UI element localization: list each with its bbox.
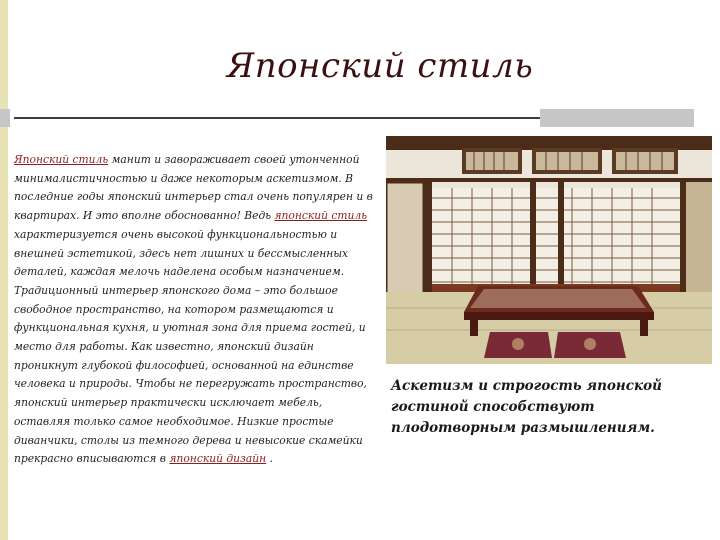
body-text-2: характеризуется очень высокой функциональностью и внешней эстетикой, здесь нет лишних и бессмысленных деталей, каждая мелочь наделена особым назначением. Традиционный интерьер японского дома – это большое свободное пространство, на котором размещаются и функциональная кухня, и уютная зона для приема гостей, и место для работы. Как известно, японский дизайн проникнут глубокой философией, основанной на единстве человека и природы. Чтобы не перегружать пространство, японский интерьер практически исключает мебель, оставляя только самое необходимое. Низкие простые диванчики, столы из темного дерева и невысокие скамейки прекрасно вписываются в: [14, 227, 367, 466]
japanese-room-photo: [386, 136, 712, 364]
link-japanese-design[interactable]: японский дизайн: [169, 452, 267, 466]
link-japanese-style[interactable]: Японский стиль: [14, 153, 109, 166]
body-text-3: .: [266, 452, 273, 466]
link-japanese-style-2[interactable]: японский стиль: [274, 209, 368, 223]
body-text-1: манит и завораживает своей утонченной минималистичностью и даже некоторым аскетизмом. В последние годы японский интерьер стал очень популярен и в квартирах. И это вполне обоснованно! Ведь: [14, 153, 373, 223]
body-paragraph: [14, 151, 376, 469]
photo-caption: Аскетизм и строгость японской гостиной способствуют плодотворным размышлениям.: [391, 378, 662, 436]
slide-title: Японский стиль: [226, 46, 534, 86]
